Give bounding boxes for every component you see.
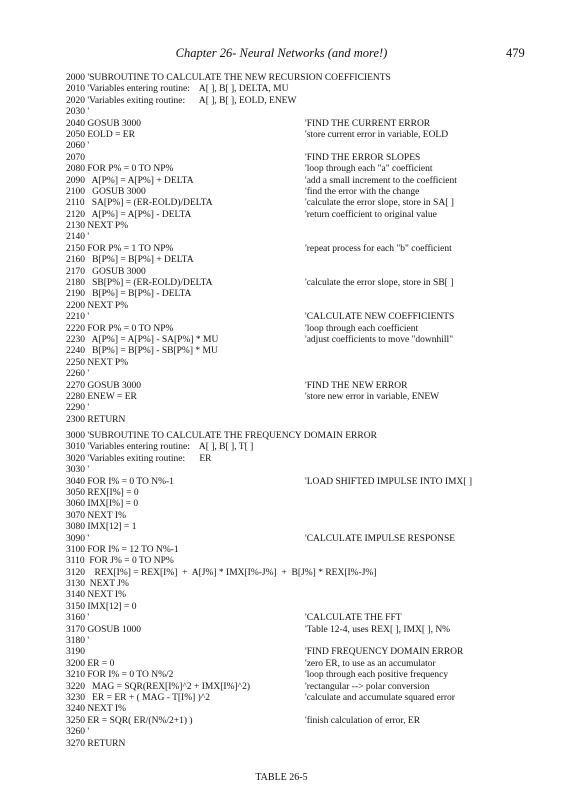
code-statement: 2180 SB[P%] = (ER-EOLD)/DELTA bbox=[66, 278, 213, 289]
code-statement: 3150 IMX[12] = 0 bbox=[66, 601, 137, 612]
code-comment: 'rectangular --> polar conversion bbox=[305, 681, 430, 692]
code-statement: 2240 B[P%] = B[P%] - SB[P%] * MU bbox=[66, 346, 218, 357]
code-statement: 2120 A[P%] = A[P%] - DELTA bbox=[66, 209, 192, 220]
code-statement: 3130 NEXT J% bbox=[66, 579, 129, 590]
code-statement: 2220 FOR P% = 0 TO NP% bbox=[66, 323, 174, 334]
code-statement: 3120 REX[I%] = REX[I%] + A[J%] * IMX[I%-J%] + B[J%] * REX[I%-J%] bbox=[66, 567, 377, 578]
code-comment: 'LOAD SHIFTED IMPULSE INTO IMX[ ] bbox=[305, 476, 472, 487]
code-comment: 'adjust coefficients to move "downhill" bbox=[305, 334, 454, 345]
code-statement: 3060 IMX[I%] = 0 bbox=[66, 499, 139, 510]
code-statement: 2050 EOLD = ER bbox=[66, 129, 135, 140]
code-statement: 2010 'Variables entering routine: A[ ], B[ ], DELTA, MU bbox=[66, 84, 289, 95]
code-statement: 3230 ER = ER + ( MAG - T[I%] )^2 bbox=[66, 692, 211, 703]
code-statement: 2150 FOR P% = 1 TO NP% bbox=[66, 243, 174, 254]
code-statement: 3170 GOSUB 1000 bbox=[66, 624, 141, 635]
code-comment: 'finish calculation of error, ER bbox=[305, 715, 421, 726]
code-statement: 3030 ' bbox=[66, 465, 90, 476]
code-statement: 2170 GOSUB 3000 bbox=[66, 266, 146, 277]
code-statement: 3190 bbox=[66, 647, 85, 658]
code-comment: 'Table 12-4, uses REX[ ], IMX[ ], N% bbox=[305, 624, 451, 635]
code-statement: 3020 'Variables exiting routine: ER bbox=[66, 453, 212, 464]
code-statement: 3210 FOR I% = 0 TO N%/2 bbox=[66, 670, 174, 681]
code-statement: 2000 'SUBROUTINE TO CALCULATE THE NEW RECURSION COEFFICIENTS bbox=[66, 73, 391, 83]
code-statement: 2130 NEXT P% bbox=[66, 221, 129, 232]
code-statement: 2100 GOSUB 3000 bbox=[66, 186, 146, 197]
code-comment: 'loop through each positive frequency bbox=[305, 670, 449, 681]
code-comment: 'CALCULATE NEW COEFFICIENTS bbox=[305, 312, 455, 323]
code-comment: 'FIND THE NEW ERROR bbox=[305, 380, 408, 391]
code-statement: 2090 A[P%] = A[P%] + DELTA bbox=[66, 175, 194, 186]
code-statement: 2300 RETURN bbox=[66, 414, 126, 425]
code-statement: 3200 ER = 0 bbox=[66, 658, 115, 669]
code-statement: 2040 GOSUB 3000 bbox=[66, 118, 141, 129]
code-statement: 2200 NEXT P% bbox=[66, 300, 129, 311]
code-statement: 3000 'SUBROUTINE TO CALCULATE THE FREQUENCY DOMAIN ERROR bbox=[66, 431, 377, 441]
code-statement: 3270 RETURN bbox=[66, 738, 126, 749]
code-comment: 'find the error with the change bbox=[305, 186, 420, 197]
code-statement: 2230 A[P%] = A[P%] - SA[P%] * MU bbox=[66, 334, 219, 345]
code-comment: 'FIND FREQUENCY DOMAIN ERROR bbox=[305, 647, 464, 658]
code-statement: 2260 ' bbox=[66, 369, 90, 380]
code-statement: 2080 FOR P% = 0 TO NP% bbox=[66, 164, 174, 175]
code-comment: 'return coefficient to original value bbox=[305, 209, 437, 220]
code-statement: 3260 ' bbox=[66, 727, 90, 738]
code-comment: 'store current error in variable, EOLD bbox=[305, 129, 449, 140]
code-statement: 2110 SA[P%] = (ER-EOLD)/DELTA bbox=[66, 198, 213, 209]
code-comment: 'FIND THE ERROR SLOPES bbox=[305, 152, 421, 163]
code-comment: 'calculate the error slope, store in SB[ ] bbox=[305, 278, 454, 289]
code-statement: 2030 ' bbox=[66, 107, 90, 118]
code-comment: 'CALCULATE IMPULSE RESPONSE bbox=[305, 533, 456, 544]
code-comment: 'calculate and accumulate squared error bbox=[305, 692, 455, 703]
code-comment: 'calculate the error slope, store in SA[ ] bbox=[305, 198, 454, 209]
code-statement: 2190 B[P%] = B[P%] - DELTA bbox=[66, 289, 192, 300]
code-statement: 2280 ENEW = ER bbox=[66, 391, 137, 402]
code-statement: 3220 MAG = SQR(REX[I%]^2 + IMX[I%]^2) bbox=[66, 681, 251, 692]
code-statement: 3160 ' bbox=[66, 613, 90, 624]
code-comment: 'zero ER, to use as an accumulator bbox=[305, 658, 436, 669]
code-statement: 2060 ' bbox=[66, 141, 90, 152]
code-comment: 'FIND THE CURRENT ERROR bbox=[305, 118, 431, 129]
code-comment: 'loop through each coefficient bbox=[305, 323, 419, 334]
code-statement: 3050 REX[I%] = 0 bbox=[66, 487, 139, 498]
code-statement: 3070 NEXT I% bbox=[66, 510, 126, 521]
page-number: 479 bbox=[506, 46, 525, 60]
code-statement: 3090 ' bbox=[66, 533, 90, 544]
code-comment: 'CALCULATE THE FFT bbox=[305, 613, 402, 624]
code-statement: 3080 IMX[12] = 1 bbox=[66, 522, 137, 533]
code-comment: 'repeat process for each "b" coefficient bbox=[305, 243, 452, 254]
code-statement: 3040 FOR I% = 0 TO N%-1 bbox=[66, 476, 174, 487]
table-caption: TABLE 26-5 bbox=[255, 772, 308, 783]
code-statement: 3180 ' bbox=[66, 636, 90, 647]
code-statement: 2250 NEXT P% bbox=[66, 357, 129, 368]
code-statement: 3110 FOR J% = 0 TO NP% bbox=[66, 556, 174, 567]
code-statement: 3100 FOR I% = 12 TO N%-1 bbox=[66, 544, 179, 555]
code-comment: 'store new error in variable, ENEW bbox=[305, 391, 440, 402]
code-statement: 2210 ' bbox=[66, 312, 90, 323]
code-statement: 2270 GOSUB 3000 bbox=[66, 380, 141, 391]
code-statement: 3240 NEXT I% bbox=[66, 704, 126, 715]
code-comment: 'loop through each "a" coefficient bbox=[305, 164, 433, 175]
code-statement: 3140 NEXT I% bbox=[66, 590, 126, 601]
code-comment: 'add a small increment to the coefficient bbox=[305, 175, 457, 186]
chapter-title: Chapter 26- Neural Networks (and more!) bbox=[175, 46, 388, 60]
code-statement: 2020 'Variables exiting routine: A[ ], B[ ], EOLD, ENEW bbox=[66, 95, 297, 106]
code-statement: 2140 ' bbox=[66, 232, 90, 243]
code-statement: 3010 'Variables entering routine: A[ ], B[ ], T[ ] bbox=[66, 442, 254, 453]
code-statement: 2070 bbox=[66, 152, 85, 163]
code-statement: 3250 ER = SQR( ER/(N%/2+1) ) bbox=[66, 715, 193, 726]
code-statement: 2160 B[P%] = B[P%] + DELTA bbox=[66, 255, 194, 266]
code-statement: 2290 ' bbox=[66, 403, 90, 414]
